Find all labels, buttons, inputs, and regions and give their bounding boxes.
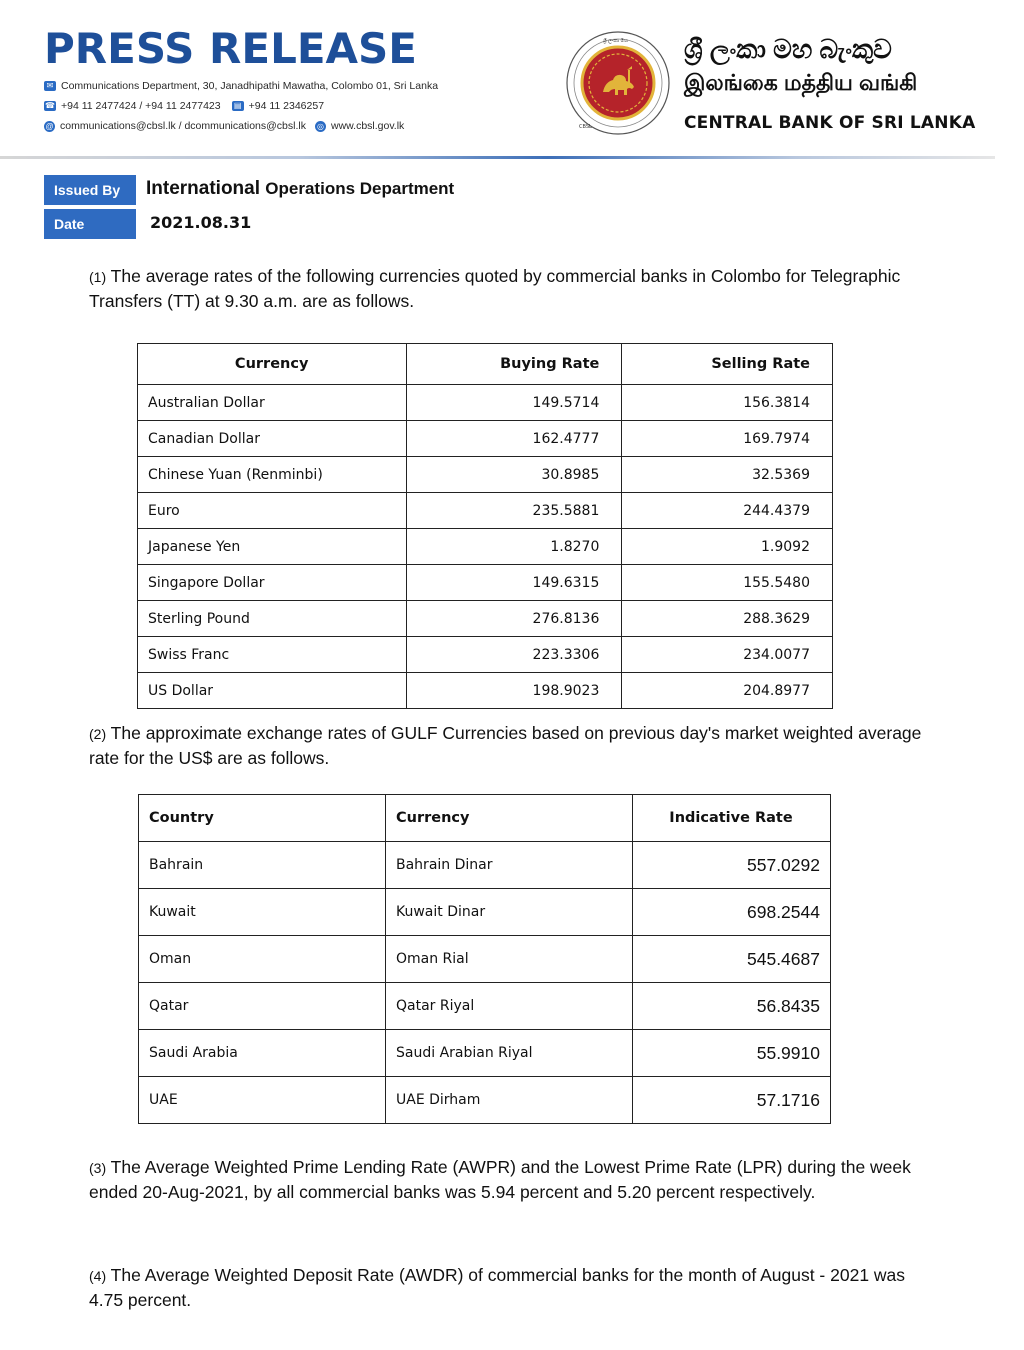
column-header-currency: Currency [386, 795, 633, 842]
country-cell: UAE [139, 1077, 386, 1124]
table-row [138, 637, 833, 673]
table-row [138, 385, 833, 421]
currency-cell: Swiss Franc [138, 637, 407, 673]
currency-cell: Oman Rial [386, 936, 633, 983]
currency-cell: Singapore Dollar [138, 565, 407, 601]
selling-rate-cell: 244.4379 [622, 493, 833, 529]
column-header-indicative-rate: Indicative Rate [633, 795, 831, 842]
bank-name-sinhala: ශ්‍රී ලංකා මහ බැංකුව [684, 34, 892, 64]
buying-rate-cell: 30.8985 [407, 457, 622, 493]
paragraph-number: (1) [89, 269, 107, 285]
indicative-rate-cell: 557.0292 [633, 842, 831, 889]
table-row [139, 889, 831, 936]
column-header-currency: Currency [138, 344, 407, 385]
country-cell: Oman [139, 936, 386, 983]
currency-cell: Qatar Riyal [386, 983, 633, 1030]
svg-text:ශ්‍රී ලංකා මහ: ශ්‍රී ලංකා මහ [603, 38, 629, 44]
paragraph-number: (4) [89, 1268, 107, 1284]
gulf-rates-table [138, 794, 831, 1124]
issued-by-value [146, 178, 454, 200]
buying-rate-cell: 198.9023 [407, 673, 622, 709]
buying-rate-cell: 223.3306 [407, 637, 622, 673]
buying-rate-cell: 149.5714 [407, 385, 622, 421]
paragraph-text: The approximate exchange rates of GULF Currencies based on previous day's market weighted average rate for the US$ are as follows. [89, 723, 922, 768]
currency-cell: Kuwait Dinar [386, 889, 633, 936]
at-icon: @ [45, 121, 54, 131]
currency-cell: Saudi Arabian Riyal [386, 1030, 633, 1077]
indicative-rate-cell: 545.4687 [633, 936, 831, 983]
fax-icon: ▤ [232, 101, 244, 111]
currency-cell: US Dollar [138, 673, 407, 709]
address-text: Communications Department, 30, Janadhipathi Mawatha, Colombo 01, Sri Lanka [61, 80, 439, 92]
indicative-rate-cell: 698.2544 [633, 889, 831, 936]
table-row [139, 1030, 831, 1077]
tt-rates-table [137, 343, 833, 709]
table-header-row [138, 344, 833, 385]
press-release-title: PRESS RELEASE [44, 24, 417, 73]
buying-rate-cell: 276.8136 [407, 601, 622, 637]
paragraph-1 [89, 264, 929, 313]
table-row [138, 565, 833, 601]
column-header-country: Country [139, 795, 386, 842]
table-header-row [139, 795, 831, 842]
date-label: Date [44, 209, 136, 239]
currency-cell: Sterling Pound [138, 601, 407, 637]
gulf-rates-table-body [139, 842, 831, 1124]
table-row [138, 457, 833, 493]
contact-address [44, 80, 438, 92]
currency-cell: Australian Dollar [138, 385, 407, 421]
column-header-buying-rate: Buying Rate [407, 344, 622, 385]
bank-name-tamil: இலங்கை மத்திய வங்கி [684, 70, 918, 95]
paragraph-3 [89, 1155, 929, 1204]
country-cell: Saudi Arabia [139, 1030, 386, 1077]
contact-phone [44, 100, 324, 112]
email-text[interactable]: communications@cbsl.lk / dcommunications@cbsl.lk [60, 120, 306, 132]
indicative-rate-cell: 57.1716 [633, 1077, 831, 1124]
fax-text: +94 11 2346257 [248, 100, 325, 112]
selling-rate-cell: 1.9092 [622, 529, 833, 565]
contact-online [44, 120, 404, 132]
issued-by-value-part2: Operations Department [265, 179, 455, 198]
table-row [138, 529, 833, 565]
currency-cell: UAE Dirham [386, 1077, 633, 1124]
paragraph-text: The average rates of the following currencies quoted by commercial banks in Colombo for Telegraphic Transfers (TT) at 9.30 a.m. are as follows. [89, 266, 901, 311]
paragraph-number: (2) [89, 726, 107, 742]
selling-rate-cell: 234.0077 [622, 637, 833, 673]
currency-cell: Canadian Dollar [138, 421, 407, 457]
buying-rate-cell: 235.5881 [407, 493, 622, 529]
tt-rates-table-body [138, 385, 833, 709]
indicative-rate-cell: 55.9910 [633, 1030, 831, 1077]
paragraph-text: The Average Weighted Prime Lending Rate (AWPR) and the Lowest Prime Rate (LPR) during the week ended 20-Aug-2021, by all commercial banks was 5.94 percent and 5.20 percent respectively. [89, 1157, 911, 1202]
selling-rate-cell: 155.5480 [622, 565, 833, 601]
buying-rate-cell: 149.6315 [407, 565, 622, 601]
selling-rate-cell: 169.7974 [622, 421, 833, 457]
currency-cell: Euro [138, 493, 407, 529]
currency-cell: Chinese Yuan (Renminbi) [138, 457, 407, 493]
country-cell: Bahrain [139, 842, 386, 889]
currency-cell: Bahrain Dinar [386, 842, 633, 889]
selling-rate-cell: 156.3814 [622, 385, 833, 421]
paragraph-2 [89, 721, 929, 770]
press-release-header [0, 0, 1024, 160]
indicative-rate-cell: 56.8435 [633, 983, 831, 1030]
issued-by-label: Issued By [44, 175, 136, 205]
table-row [138, 493, 833, 529]
table-row [139, 842, 831, 889]
paragraph-4 [89, 1263, 929, 1312]
date-value: 2021.08.31 [150, 213, 252, 232]
envelope-icon: ✉ [44, 81, 56, 91]
currency-cell: Japanese Yen [138, 529, 407, 565]
bank-name-english: CENTRAL BANK OF SRI LANKA [684, 113, 976, 133]
buying-rate-cell: 162.4777 [407, 421, 622, 457]
table-row [139, 1077, 831, 1124]
phone-text: +94 11 2477424 / +94 11 2477423 [61, 100, 221, 112]
paragraph-number: (3) [89, 1160, 107, 1176]
cbsl-seal-logo [565, 30, 671, 136]
table-row [138, 673, 833, 709]
table-row [139, 936, 831, 983]
globe-icon: ◎ [315, 121, 326, 132]
bank-name-block [684, 34, 975, 133]
issued-by-value-part1: International [146, 178, 261, 199]
selling-rate-cell: 32.5369 [622, 457, 833, 493]
column-header-selling-rate: Selling Rate [622, 344, 833, 385]
svg-text:CBSL: CBSL [579, 124, 592, 130]
table-row [138, 421, 833, 457]
country-cell: Qatar [139, 983, 386, 1030]
paragraph-text: The Average Weighted Deposit Rate (AWDR) of commercial banks for the month of August - 2021 was 4.75 percent. [89, 1265, 906, 1310]
selling-rate-cell: 288.3629 [622, 601, 833, 637]
website-link[interactable]: www.cbsl.gov.lk [330, 120, 405, 132]
country-cell: Kuwait [139, 889, 386, 936]
buying-rate-cell: 1.8270 [407, 529, 622, 565]
phone-icon: ☎ [45, 101, 55, 110]
header-divider [0, 156, 995, 159]
table-row [138, 601, 833, 637]
selling-rate-cell: 204.8977 [622, 673, 833, 709]
table-row [139, 983, 831, 1030]
